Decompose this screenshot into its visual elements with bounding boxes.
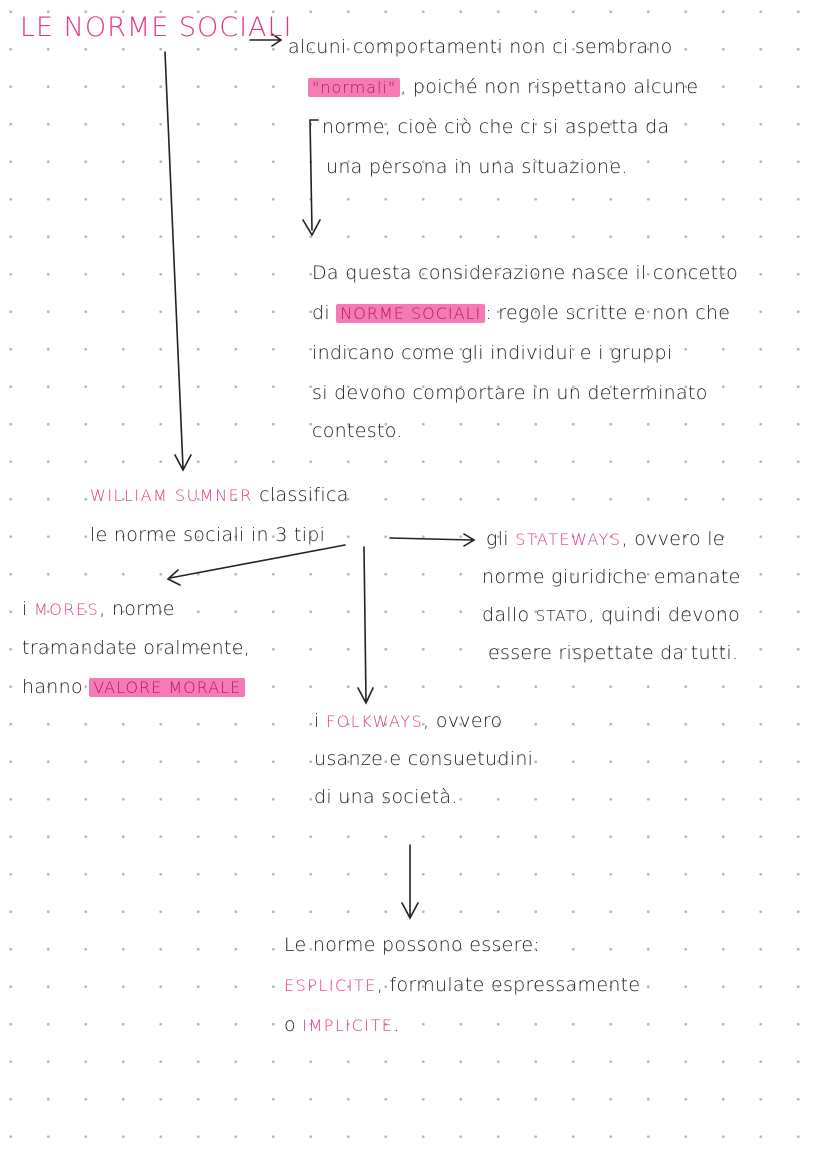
highlight-valore-morale: VALORE MORALE [89,678,245,697]
stateways-line [486,528,725,550]
intro-line: norme, cioè ciò che ci si aspetta da [322,116,670,138]
stateways-line: essere rispettate da tutti. [488,642,739,664]
concept-line: contesto. [312,420,403,442]
concept-line [312,302,730,324]
intro-line [308,76,698,98]
text: , ovvero [423,710,503,732]
concept-line: indicano come gli individui e i gruppi [312,342,673,364]
folkways-term: FOLKWAYS [325,712,424,731]
mores-line [22,598,175,620]
text: hanno [22,676,83,698]
highlight-norme-sociali: NORME SOCIALI [336,304,485,323]
arrow-to-mores [168,545,345,585]
text: : regole scritte e non che [485,302,731,324]
text: , poiché non rispettano alcune [400,76,699,98]
implicite-term: IMPLICITE [302,1016,394,1035]
text: , formulate espressamente [376,974,641,996]
sumner-line [90,484,349,506]
stato: STATO [535,607,589,625]
stateways-term: STATEWAYS [515,530,622,549]
types-line: Le norme possono essere: [284,934,541,956]
text: i [314,710,320,732]
mores-line: tramandate oralmente, [22,637,251,659]
arrow-to-stateways [390,534,474,546]
mores-term: MORES [33,600,100,619]
arrow-to-types [402,845,418,918]
text: i [22,598,28,620]
text: , norme [99,598,175,620]
folkways-line: di una società. [314,786,458,808]
text: o [284,1014,296,1036]
highlight-normali: "normali" [308,78,400,97]
folkways-line: usanze e consuetudini [314,748,534,770]
types-line [284,974,640,996]
folkways-line [314,710,502,732]
mores-line [22,676,245,698]
text: di [312,302,330,324]
text: . [393,1014,400,1036]
arrow-to-folkways [358,547,373,703]
text: , quindi devono [588,604,740,626]
intro-line: alcuni comportamenti non ci sembrano [288,36,673,58]
sumner-line: le norme sociali in 3 tipi [90,524,326,546]
arrow-title-down [165,52,191,470]
text: , ovvero le [621,528,725,550]
william-sumner: WILLIAM SUMNER [90,486,253,505]
text: classifica [259,484,349,506]
page-title: LE NORME SOCIALI [20,12,293,43]
text: dallo [482,604,530,626]
types-line [284,1014,400,1036]
intro-line: una persona in una situazione. [326,156,628,178]
concept-line: si devono comportare in un determinato [312,382,708,404]
concept-line: Da questa considerazione nasce il concetto [312,262,739,284]
text: gli [486,528,509,550]
stateways-line [482,604,740,626]
esplicite-term: ESPLICITE [284,976,377,995]
stateways-line: norme giuridiche emanate [482,566,741,588]
bracket-intro [303,120,320,235]
